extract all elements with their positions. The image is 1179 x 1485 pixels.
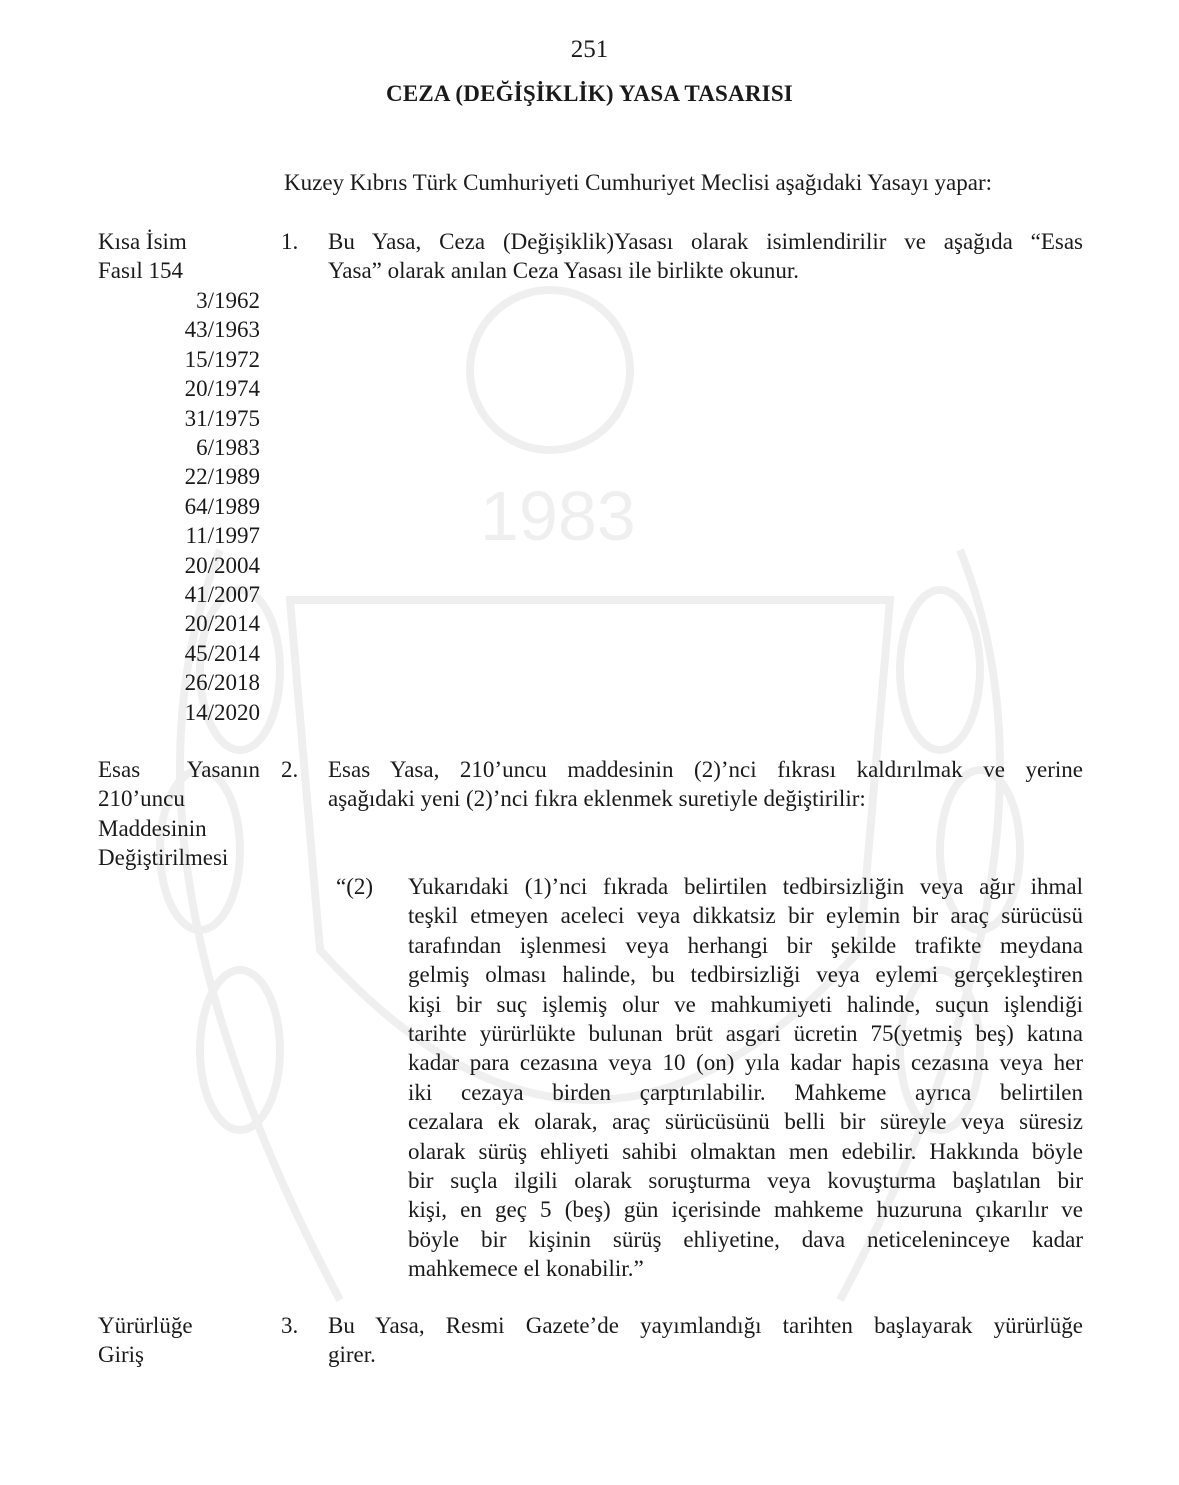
citation: 43/1963: [184, 317, 260, 343]
text-line: tarafından işlenmesi veya herhangi bir şekilde trafikte meydana: [408, 932, 1083, 958]
quoted-subsection-text: [408, 872, 1083, 1284]
citation: 22/1989: [184, 464, 260, 490]
text-line: cezalara ek olarak, araç sürücüsünü belli bir süreyle veya süresiz: [408, 1109, 1083, 1135]
document-title: CEZA (DEĞİŞİKLİK) YASA TASARISI: [386, 81, 793, 106]
text-line: mahkemece el konabilir.”: [408, 1256, 644, 1282]
text-line: aşağıdaki yeni (2)’nci fıkra eklenmek suretiyle değiştirilir:: [328, 786, 866, 812]
page-number: 251: [570, 36, 609, 63]
text-line: Bu Yasa, Resmi Gazete’de yayımlandığı tarihten başlayarak yürürlüğe: [328, 1313, 1083, 1338]
citation: 31/1975: [184, 405, 260, 431]
citation: 15/1972: [184, 346, 260, 372]
section-number: 1.: [281, 229, 299, 254]
citation: 14/2020: [184, 699, 260, 725]
citation: 64/1989: [184, 493, 260, 519]
text-line: bir suçla ilgili olarak soruşturma veya kovuşturma başlatılan bir: [408, 1168, 1083, 1194]
citation: 20/2014: [184, 611, 260, 637]
section-3-text: [328, 1311, 1083, 1370]
text-line: Bu Yasa, Ceza (Değişiklik)Yasası olarak isimlendirilir ve aşağıda “Esas: [328, 229, 1083, 254]
citation: 3/1962: [196, 288, 260, 313]
margin-title-line: Esas Yasanın: [98, 757, 260, 782]
text-line: gelmiş olması halinde, bu tedbirsizliği veya eylemi gerçekleştiren: [408, 962, 1083, 988]
text-line: olarak sürüş ehliyeti sahibi olmaktan men edebilir. Hakkında böyle: [408, 1138, 1083, 1164]
text-line: Esas Yasa, 210’uncu maddesinin (2)’nci fıkrası kaldırılmak ve yerine: [328, 757, 1083, 782]
citation: 20/2004: [184, 552, 260, 578]
margin-title-line: Yürürlüğe: [98, 1313, 193, 1338]
text-line: böyle bir kişinin sürüş ehliyetine, dava neticeleninceye kadar: [408, 1226, 1083, 1252]
margin-title-line: 210’uncu: [98, 786, 185, 812]
citation: 20/1974: [184, 376, 260, 402]
subsection-label: “(2): [336, 874, 374, 899]
text-line: girer.: [328, 1342, 376, 1368]
text-line: kişi bir suç işlemiş olur ve mahkumiyeti halinde, suçun işlendiği: [408, 991, 1083, 1017]
citation: 41/2007: [184, 582, 260, 608]
section-1-margin-title: [98, 227, 260, 286]
section-1-text: [328, 227, 1083, 286]
text-line: Yasa” olarak anılan Ceza Yasası ile birlikte okunur.: [328, 258, 799, 284]
citation: 11/1997: [185, 523, 260, 549]
margin-title-line: Değiştirilmesi: [98, 845, 229, 871]
margin-title-line: Maddesinin: [98, 815, 207, 841]
section-2-margin-title: [98, 755, 260, 873]
section-2-text: [328, 755, 1083, 814]
text-line: Yukarıdaki (1)’nci fıkrada belirtilen tedbirsizliğin veya ağır ihmal: [408, 874, 1083, 899]
citation: 6/1983: [196, 435, 260, 461]
section-number: 3.: [281, 1313, 299, 1338]
section-number: 2.: [281, 757, 299, 782]
text-line: iki cezaya birden çarptırılabilir. Mahkeme ayrıca belirtilen: [408, 1079, 1083, 1105]
text-line: kişi, en geç 5 (beş) gün içerisinde mahkeme huzuruna çıkarılır ve: [408, 1197, 1083, 1223]
margin-title-line: Kısa İsim: [98, 229, 187, 254]
section-3-margin-title: [98, 1311, 260, 1370]
text-line: teşkil etmeyen aceleci veya dikkatsiz bir eylemin bir araç sürücüsü: [408, 903, 1083, 929]
svg-text:1983: 1983: [480, 477, 636, 555]
text-line: kadar para cezasına veya 10 (on) yıla kadar hapis cezasına veya her: [408, 1050, 1083, 1076]
enacting-clause: Kuzey Kıbrıs Türk Cumhuriyeti Cumhuriyet Meclisi aşağıdaki Yasayı yapar:: [284, 170, 992, 195]
amendment-citations: [98, 286, 260, 727]
citation: 26/2018: [184, 670, 260, 696]
citation: 45/2014: [184, 640, 260, 666]
margin-title-line: Giriş: [98, 1342, 144, 1368]
margin-title-line: Fasıl 154: [98, 258, 183, 284]
text-line: tarihte yürürlükte bulunan brüt asgari ücretin 75(yetmiş beş) katına: [408, 1021, 1083, 1047]
